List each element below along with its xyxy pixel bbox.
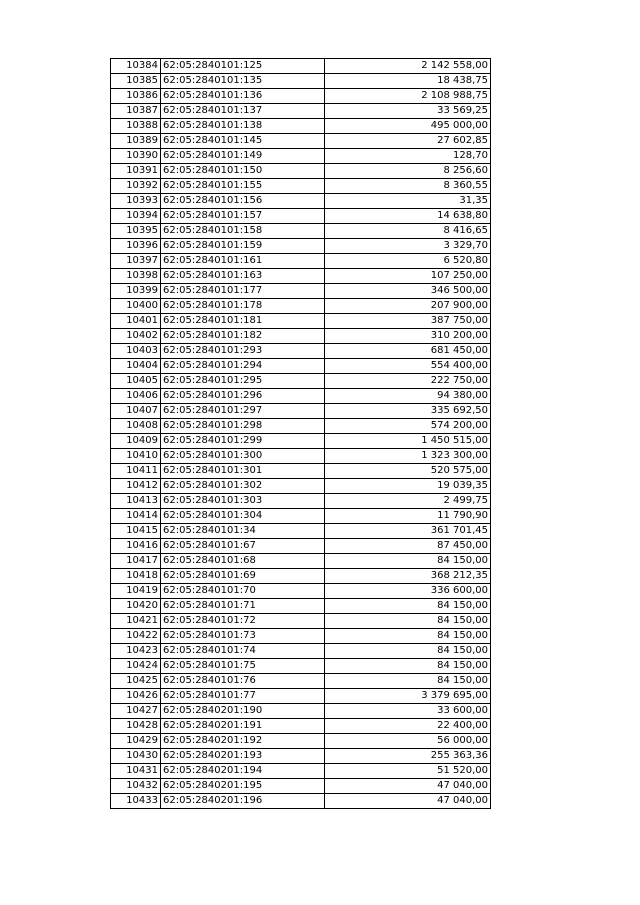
row-number-cell: 10430 <box>111 749 161 764</box>
cadastral-value-cell: 84 150,00 <box>325 554 491 569</box>
table-row <box>111 584 491 599</box>
row-number-cell: 10433 <box>111 794 161 809</box>
row-number-cell: 10403 <box>111 344 161 359</box>
cadastral-value-cell: 3 329,70 <box>325 239 491 254</box>
cadastral-value-cell: 84 150,00 <box>325 629 491 644</box>
table-row <box>111 599 491 614</box>
row-number-cell: 10423 <box>111 644 161 659</box>
cadastral-number-cell: 62:05:2840101:135 <box>161 74 325 89</box>
cadastral-value-cell: 310 200,00 <box>325 329 491 344</box>
cadastral-number-cell: 62:05:2840101:145 <box>161 134 325 149</box>
cadastral-number-cell: 62:05:2840101:304 <box>161 509 325 524</box>
table-row <box>111 374 491 389</box>
table-row <box>111 434 491 449</box>
cadastral-value-cell: 11 790,90 <box>325 509 491 524</box>
row-number-cell: 10387 <box>111 104 161 119</box>
cadastral-value-cell: 387 750,00 <box>325 314 491 329</box>
table-row <box>111 134 491 149</box>
row-number-cell: 10414 <box>111 509 161 524</box>
row-number-cell: 10391 <box>111 164 161 179</box>
cadastral-number-cell: 62:05:2840101:137 <box>161 104 325 119</box>
row-number-cell: 10385 <box>111 74 161 89</box>
cadastral-value-cell: 8 416,65 <box>325 224 491 239</box>
cadastral-value-cell: 33 600,00 <box>325 704 491 719</box>
row-number-cell: 10417 <box>111 554 161 569</box>
cadastral-value-cell: 368 212,35 <box>325 569 491 584</box>
cadastral-value-cell: 107 250,00 <box>325 269 491 284</box>
table-row <box>111 209 491 224</box>
cadastral-number-cell: 62:05:2840101:125 <box>161 59 325 74</box>
table-row <box>111 734 491 749</box>
table-row <box>111 524 491 539</box>
cadastral-number-cell: 62:05:2840101:138 <box>161 119 325 134</box>
row-number-cell: 10425 <box>111 674 161 689</box>
cadastral-value-cell: 84 150,00 <box>325 599 491 614</box>
cadastral-number-cell: 62:05:2840101:295 <box>161 374 325 389</box>
table-row <box>111 269 491 284</box>
cadastral-value-cell: 1 323 300,00 <box>325 449 491 464</box>
cadastral-number-cell: 62:05:2840101:67 <box>161 539 325 554</box>
cadastral-value-cell: 361 701,45 <box>325 524 491 539</box>
table-row <box>111 299 491 314</box>
table-row <box>111 629 491 644</box>
table-row <box>111 104 491 119</box>
cadastral-number-cell: 62:05:2840101:156 <box>161 194 325 209</box>
cadastral-value-cell: 681 450,00 <box>325 344 491 359</box>
cadastral-value-cell: 2 108 988,75 <box>325 89 491 104</box>
row-number-cell: 10389 <box>111 134 161 149</box>
table-row <box>111 794 491 809</box>
cadastral-number-cell: 62:05:2840101:294 <box>161 359 325 374</box>
cadastral-value-cell: 3 379 695,00 <box>325 689 491 704</box>
cadastral-value-cell: 47 040,00 <box>325 779 491 794</box>
row-number-cell: 10422 <box>111 629 161 644</box>
row-number-cell: 10394 <box>111 209 161 224</box>
cadastral-value-cell: 8 360,55 <box>325 179 491 194</box>
cadastral-number-cell: 62:05:2840101:181 <box>161 314 325 329</box>
cadastral-value-cell: 18 438,75 <box>325 74 491 89</box>
cadastral-value-cell: 84 150,00 <box>325 659 491 674</box>
table-row <box>111 704 491 719</box>
cadastral-number-cell: 62:05:2840101:136 <box>161 89 325 104</box>
table-row <box>111 239 491 254</box>
row-number-cell: 10395 <box>111 224 161 239</box>
cadastral-number-cell: 62:05:2840101:155 <box>161 179 325 194</box>
cadastral-number-cell: 62:05:2840201:196 <box>161 794 325 809</box>
table-row <box>111 344 491 359</box>
cadastral-value-cell: 94 380,00 <box>325 389 491 404</box>
cadastral-value-cell: 33 569,25 <box>325 104 491 119</box>
row-number-cell: 10399 <box>111 284 161 299</box>
row-number-cell: 10408 <box>111 419 161 434</box>
cadastral-number-cell: 62:05:2840101:163 <box>161 269 325 284</box>
cadastral-number-cell: 62:05:2840101:293 <box>161 344 325 359</box>
table-row <box>111 74 491 89</box>
table-row <box>111 674 491 689</box>
cadastral-number-cell: 62:05:2840201:190 <box>161 704 325 719</box>
cadastral-value-cell: 346 500,00 <box>325 284 491 299</box>
cadastral-value-cell: 47 040,00 <box>325 794 491 809</box>
cadastral-value-cell: 2 142 558,00 <box>325 59 491 74</box>
row-number-cell: 10412 <box>111 479 161 494</box>
cadastral-number-cell: 62:05:2840101:178 <box>161 299 325 314</box>
row-number-cell: 10431 <box>111 764 161 779</box>
row-number-cell: 10429 <box>111 734 161 749</box>
cadastral-value-cell: 8 256,60 <box>325 164 491 179</box>
table-row <box>111 614 491 629</box>
table-row <box>111 149 491 164</box>
row-number-cell: 10420 <box>111 599 161 614</box>
cadastral-number-cell: 62:05:2840101:158 <box>161 224 325 239</box>
row-number-cell: 10386 <box>111 89 161 104</box>
cadastral-number-cell: 62:05:2840101:298 <box>161 419 325 434</box>
table-row <box>111 284 491 299</box>
cadastral-number-cell: 62:05:2840101:296 <box>161 389 325 404</box>
table-row <box>111 314 491 329</box>
table-row <box>111 554 491 569</box>
row-number-cell: 10406 <box>111 389 161 404</box>
row-number-cell: 10411 <box>111 464 161 479</box>
table-row <box>111 389 491 404</box>
table-row <box>111 509 491 524</box>
table-row <box>111 419 491 434</box>
cadastral-number-cell: 62:05:2840101:76 <box>161 674 325 689</box>
row-number-cell: 10432 <box>111 779 161 794</box>
row-number-cell: 10410 <box>111 449 161 464</box>
row-number-cell: 10398 <box>111 269 161 284</box>
cadastral-number-cell: 62:05:2840101:161 <box>161 254 325 269</box>
table-body <box>111 59 491 809</box>
row-number-cell: 10424 <box>111 659 161 674</box>
row-number-cell: 10418 <box>111 569 161 584</box>
row-number-cell: 10388 <box>111 119 161 134</box>
cadastral-number-cell: 62:05:2840201:191 <box>161 719 325 734</box>
cadastral-number-cell: 62:05:2840201:192 <box>161 734 325 749</box>
cadastral-value-cell: 336 600,00 <box>325 584 491 599</box>
cadastral-number-cell: 62:05:2840101:77 <box>161 689 325 704</box>
table-row <box>111 644 491 659</box>
table-row <box>111 659 491 674</box>
cadastral-value-cell: 335 692,50 <box>325 404 491 419</box>
table-row <box>111 329 491 344</box>
cadastral-number-cell: 62:05:2840101:301 <box>161 464 325 479</box>
cadastral-value-cell: 27 602,85 <box>325 134 491 149</box>
row-number-cell: 10419 <box>111 584 161 599</box>
row-number-cell: 10390 <box>111 149 161 164</box>
cadastral-value-cell: 207 900,00 <box>325 299 491 314</box>
cadastral-value-cell: 6 520,80 <box>325 254 491 269</box>
cadastral-number-cell: 62:05:2840101:177 <box>161 284 325 299</box>
row-number-cell: 10413 <box>111 494 161 509</box>
cadastral-value-cell: 31,35 <box>325 194 491 209</box>
row-number-cell: 10409 <box>111 434 161 449</box>
cadastral-number-cell: 62:05:2840101:299 <box>161 434 325 449</box>
cadastral-number-cell: 62:05:2840101:149 <box>161 149 325 164</box>
cadastral-number-cell: 62:05:2840101:74 <box>161 644 325 659</box>
row-number-cell: 10400 <box>111 299 161 314</box>
cadastral-number-cell: 62:05:2840201:195 <box>161 779 325 794</box>
cadastral-value-cell: 87 450,00 <box>325 539 491 554</box>
table-row <box>111 194 491 209</box>
cadastral-value-cell: 19 039,35 <box>325 479 491 494</box>
cadastral-number-cell: 62:05:2840101:297 <box>161 404 325 419</box>
cadastral-value-cell: 56 000,00 <box>325 734 491 749</box>
cadastral-number-cell: 62:05:2840101:157 <box>161 209 325 224</box>
cadastral-number-cell: 62:05:2840101:73 <box>161 629 325 644</box>
table-row <box>111 224 491 239</box>
row-number-cell: 10401 <box>111 314 161 329</box>
cadastral-value-cell: 128,70 <box>325 149 491 164</box>
cadastral-value-table <box>110 58 491 809</box>
cadastral-number-cell: 62:05:2840101:70 <box>161 584 325 599</box>
cadastral-value-cell: 14 638,80 <box>325 209 491 224</box>
row-number-cell: 10416 <box>111 539 161 554</box>
row-number-cell: 10402 <box>111 329 161 344</box>
row-number-cell: 10392 <box>111 179 161 194</box>
table-row <box>111 89 491 104</box>
cadastral-number-cell: 62:05:2840101:69 <box>161 569 325 584</box>
table-row <box>111 59 491 74</box>
table-row <box>111 179 491 194</box>
cadastral-number-cell: 62:05:2840201:193 <box>161 749 325 764</box>
row-number-cell: 10415 <box>111 524 161 539</box>
row-number-cell: 10421 <box>111 614 161 629</box>
cadastral-value-cell: 1 450 515,00 <box>325 434 491 449</box>
cadastral-value-cell: 51 520,00 <box>325 764 491 779</box>
cadastral-value-cell: 22 400,00 <box>325 719 491 734</box>
table-row <box>111 539 491 554</box>
cadastral-number-cell: 62:05:2840101:150 <box>161 164 325 179</box>
row-number-cell: 10428 <box>111 719 161 734</box>
table-row <box>111 404 491 419</box>
table-row <box>111 464 491 479</box>
row-number-cell: 10396 <box>111 239 161 254</box>
row-number-cell: 10405 <box>111 374 161 389</box>
cadastral-number-cell: 62:05:2840101:75 <box>161 659 325 674</box>
row-number-cell: 10397 <box>111 254 161 269</box>
cadastral-number-cell: 62:05:2840101:34 <box>161 524 325 539</box>
table-row <box>111 449 491 464</box>
row-number-cell: 10393 <box>111 194 161 209</box>
cadastral-number-cell: 62:05:2840101:72 <box>161 614 325 629</box>
row-number-cell: 10407 <box>111 404 161 419</box>
cadastral-number-cell: 62:05:2840201:194 <box>161 764 325 779</box>
table-row <box>111 749 491 764</box>
row-number-cell: 10384 <box>111 59 161 74</box>
table-row <box>111 494 491 509</box>
table-row <box>111 359 491 374</box>
table-row <box>111 764 491 779</box>
cadastral-value-cell: 255 363,36 <box>325 749 491 764</box>
cadastral-number-cell: 62:05:2840101:300 <box>161 449 325 464</box>
cadastral-number-cell: 62:05:2840101:182 <box>161 329 325 344</box>
cadastral-value-cell: 84 150,00 <box>325 644 491 659</box>
cadastral-value-cell: 495 000,00 <box>325 119 491 134</box>
row-number-cell: 10426 <box>111 689 161 704</box>
table-row <box>111 164 491 179</box>
cadastral-value-cell: 84 150,00 <box>325 674 491 689</box>
table-row <box>111 254 491 269</box>
table-row <box>111 479 491 494</box>
cadastral-value-cell: 84 150,00 <box>325 614 491 629</box>
table-row <box>111 569 491 584</box>
cadastral-value-cell: 520 575,00 <box>325 464 491 479</box>
cadastral-value-cell: 222 750,00 <box>325 374 491 389</box>
row-number-cell: 10404 <box>111 359 161 374</box>
table-row <box>111 689 491 704</box>
cadastral-number-cell: 62:05:2840101:159 <box>161 239 325 254</box>
table-row <box>111 779 491 794</box>
cadastral-number-cell: 62:05:2840101:302 <box>161 479 325 494</box>
row-number-cell: 10427 <box>111 704 161 719</box>
cadastral-value-cell: 2 499,75 <box>325 494 491 509</box>
cadastral-value-cell: 554 400,00 <box>325 359 491 374</box>
cadastral-number-cell: 62:05:2840101:303 <box>161 494 325 509</box>
cadastral-value-cell: 574 200,00 <box>325 419 491 434</box>
cadastral-number-cell: 62:05:2840101:68 <box>161 554 325 569</box>
cadastral-number-cell: 62:05:2840101:71 <box>161 599 325 614</box>
table-row <box>111 719 491 734</box>
table-row <box>111 119 491 134</box>
